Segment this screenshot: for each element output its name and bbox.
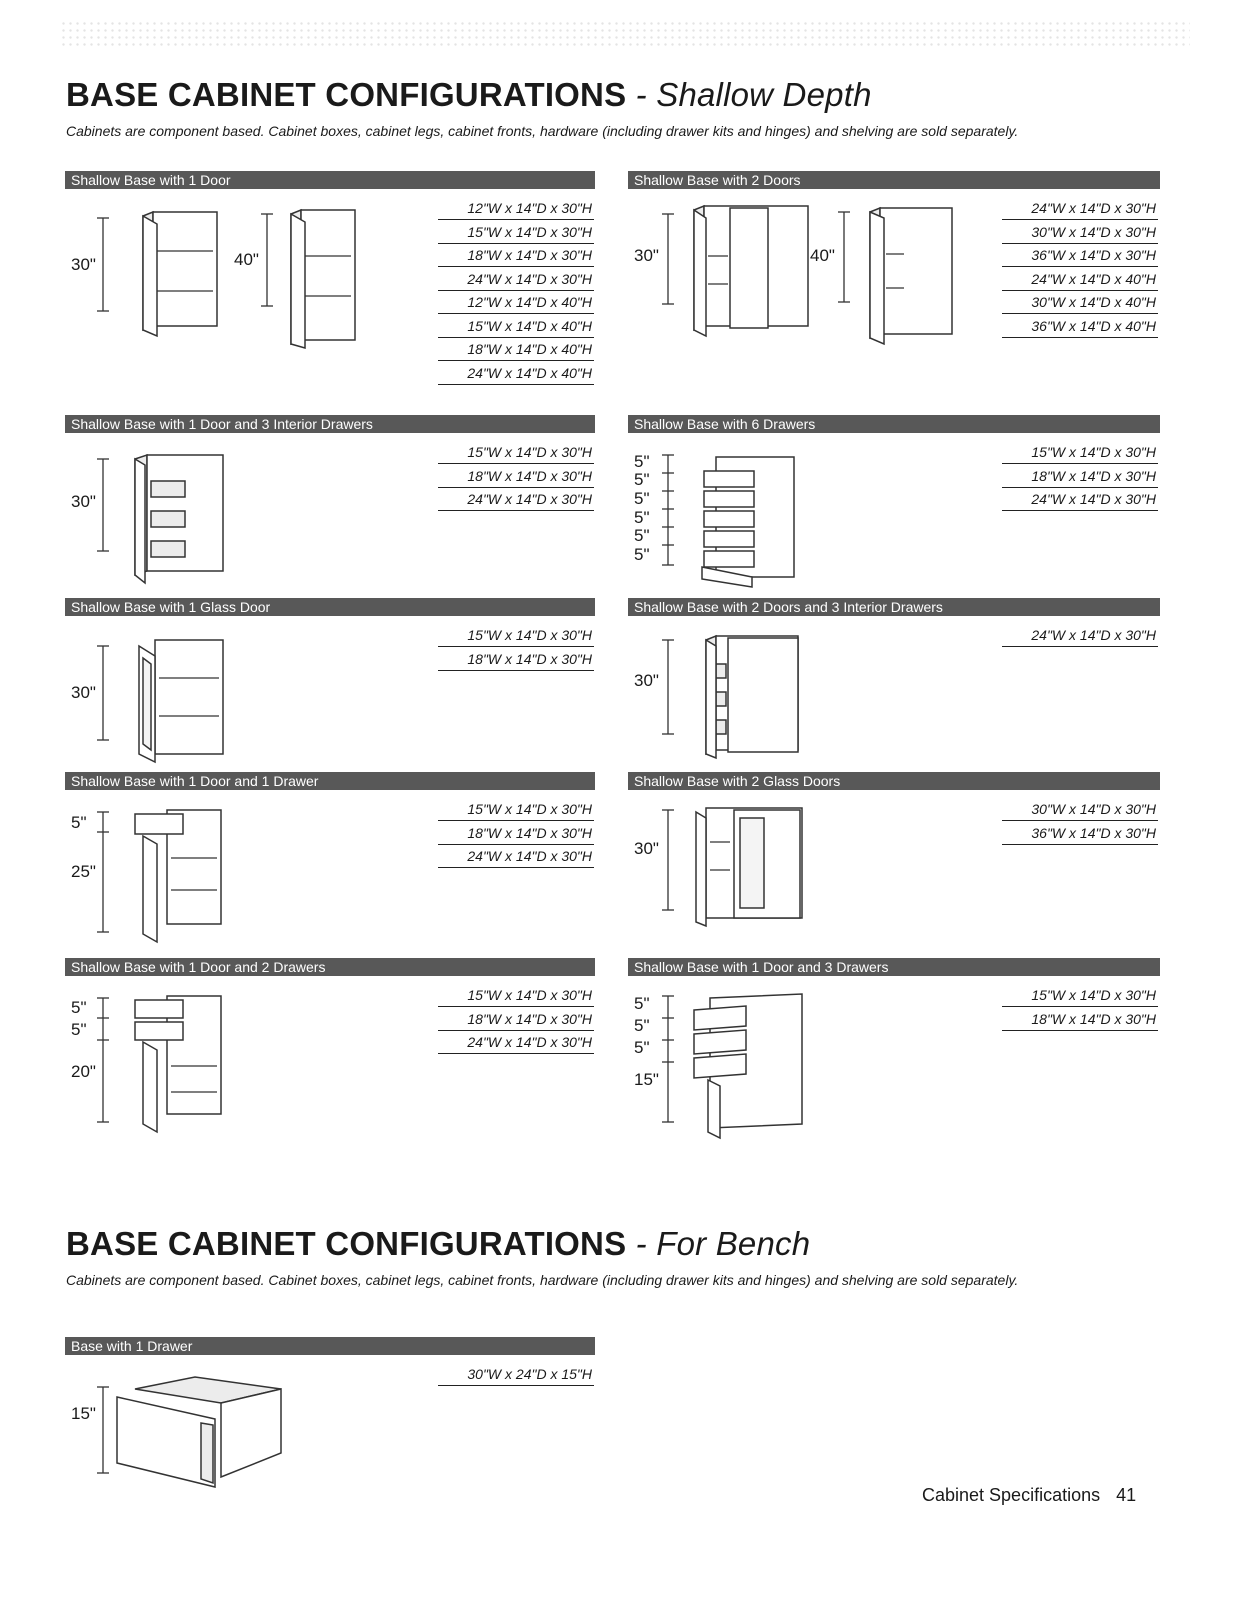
section-title: Shallow Base with 1 Door and 2 Drawers bbox=[65, 958, 595, 976]
size-option: 18"W x 14"D x 30"H bbox=[1002, 1009, 1158, 1031]
size-list bbox=[438, 799, 594, 870]
section-title: Shallow Base with 1 Door bbox=[65, 171, 595, 189]
dimension-label: 5" bbox=[634, 452, 650, 471]
size-option: 24"W x 14"D x 30"H bbox=[438, 846, 594, 868]
dimension-label: 5" bbox=[71, 1020, 87, 1039]
size-option: 24"W x 14"D x 30"H bbox=[438, 1032, 594, 1054]
cabinet-illustration bbox=[95, 994, 275, 1134]
size-option: 24"W x 14"D x 30"H bbox=[1002, 489, 1158, 511]
header-dot-pattern bbox=[60, 20, 1190, 46]
size-option: 18"W x 14"D x 40"H bbox=[438, 339, 594, 361]
section-shallow-base-2-glass-doors bbox=[628, 772, 1160, 947]
size-option: 24"W x 14"D x 40"H bbox=[438, 363, 594, 385]
dimension-label: 5" bbox=[634, 526, 650, 545]
section-title: Shallow Base with 1 Glass Door bbox=[65, 598, 595, 616]
section-shallow-base-1-door-3-drawers bbox=[628, 958, 1160, 1143]
section-title: Shallow Base with 1 Door and 3 Interior Drawers bbox=[65, 415, 595, 433]
size-option: 24"W x 14"D x 40"H bbox=[1002, 269, 1158, 291]
size-list bbox=[1002, 442, 1158, 513]
section-title: Shallow Base with 2 Doors bbox=[628, 171, 1160, 189]
dimension-label: 5" bbox=[71, 998, 87, 1017]
size-option: 15"W x 14"D x 40"H bbox=[438, 316, 594, 338]
section-title: Shallow Base with 2 Doors and 3 Interior Drawers bbox=[628, 598, 1160, 616]
size-option: 15"W x 14"D x 30"H bbox=[1002, 442, 1158, 464]
section-shallow-base-1-door-2-drawers bbox=[65, 958, 595, 1143]
size-option: 15"W x 14"D x 30"H bbox=[438, 442, 594, 464]
size-option: 15"W x 14"D x 30"H bbox=[438, 985, 594, 1007]
dimension-label: 5" bbox=[634, 508, 650, 527]
size-option: 18"W x 14"D x 30"H bbox=[438, 649, 594, 671]
size-list bbox=[438, 985, 594, 1056]
section-base-with-1-drawer bbox=[65, 1337, 595, 1487]
dimension-label: 30" bbox=[634, 246, 659, 265]
section-title: Shallow Base with 1 Door and 1 Drawer bbox=[65, 772, 595, 790]
section-title: Shallow Base with 1 Door and 3 Drawers bbox=[628, 958, 1160, 976]
size-option: 30"W x 14"D x 30"H bbox=[1002, 222, 1158, 244]
dimension-label: 20" bbox=[71, 1062, 96, 1081]
cabinet-illustration bbox=[95, 206, 415, 356]
cabinet-illustration bbox=[658, 451, 838, 591]
dimension-label: 5" bbox=[634, 489, 650, 508]
section-shallow-base-1-door bbox=[65, 171, 595, 386]
cabinet-illustration bbox=[658, 204, 988, 344]
dimension-label: 30" bbox=[71, 683, 96, 702]
section-shallow-base-6-drawers bbox=[628, 415, 1160, 590]
size-list bbox=[1002, 985, 1158, 1032]
dimension-label: 15" bbox=[634, 1070, 659, 1089]
dimension-label: 30" bbox=[71, 492, 96, 511]
dimension-label: 15" bbox=[71, 1404, 96, 1423]
dimension-label: 5" bbox=[71, 813, 87, 832]
size-option: 30"W x 14"D x 40"H bbox=[1002, 292, 1158, 314]
cabinet-illustration bbox=[95, 1367, 355, 1497]
size-option: 15"W x 14"D x 30"H bbox=[438, 625, 594, 647]
section-shallow-base-1-door-1-drawer bbox=[65, 772, 595, 947]
cabinet-illustration bbox=[658, 806, 858, 946]
size-list bbox=[438, 1364, 594, 1388]
size-option: 36"W x 14"D x 30"H bbox=[1002, 823, 1158, 845]
size-option: 12"W x 14"D x 30"H bbox=[438, 198, 594, 220]
cabinet-illustration bbox=[95, 808, 275, 948]
section-shallow-base-2-doors bbox=[628, 171, 1160, 386]
size-option: 30"W x 14"D x 30"H bbox=[1002, 799, 1158, 821]
section-shallow-base-2-doors-3-interior-drawers bbox=[628, 598, 1160, 763]
intro-note-for-bench: Cabinets are component based. Cabinet boxes, cabinet legs, cabinet fronts, hardware (including drawer kits and hinges) and shelving are sold separately. bbox=[66, 1272, 1019, 1288]
size-option: 15"W x 14"D x 30"H bbox=[438, 222, 594, 244]
size-list bbox=[1002, 625, 1158, 649]
dimension-label: 40" bbox=[234, 250, 259, 269]
page-title-shallow-depth: BASE CABINET CONFIGURATIONS - Shallow Depth bbox=[66, 76, 872, 113]
dimension-label: 40" bbox=[810, 246, 835, 265]
section-shallow-base-1-door-3-interior-drawers bbox=[65, 415, 595, 590]
dimension-label: 5" bbox=[634, 1016, 650, 1035]
size-option: 24"W x 14"D x 30"H bbox=[1002, 625, 1158, 647]
footer-label: Cabinet Specifications bbox=[922, 1485, 1101, 1505]
size-option: 18"W x 14"D x 30"H bbox=[438, 1009, 594, 1031]
size-option: 18"W x 14"D x 30"H bbox=[438, 245, 594, 267]
size-option: 18"W x 14"D x 30"H bbox=[1002, 466, 1158, 488]
size-option: 15"W x 14"D x 30"H bbox=[438, 799, 594, 821]
cabinet-illustration bbox=[658, 634, 858, 764]
page-number: 41 bbox=[1116, 1485, 1137, 1505]
size-list bbox=[1002, 198, 1158, 339]
size-list bbox=[438, 198, 594, 386]
size-option: 24"W x 14"D x 30"H bbox=[438, 489, 594, 511]
size-option: 36"W x 14"D x 30"H bbox=[1002, 245, 1158, 267]
cabinet-illustration bbox=[95, 451, 275, 591]
size-option: 15"W x 14"D x 30"H bbox=[1002, 985, 1158, 1007]
size-option: 24"W x 14"D x 30"H bbox=[438, 269, 594, 291]
section-shallow-base-1-glass-door bbox=[65, 598, 595, 763]
section-title: Base with 1 Drawer bbox=[65, 1337, 595, 1355]
dimension-label: 30" bbox=[634, 839, 659, 858]
cabinet-illustration bbox=[95, 636, 275, 766]
dimension-label: 5" bbox=[634, 1038, 650, 1057]
dimension-label: 5" bbox=[634, 470, 650, 489]
cabinet-illustration bbox=[658, 992, 858, 1142]
intro-note-shallow-depth: Cabinets are component based. Cabinet boxes, cabinet legs, cabinet fronts, hardware (including drawer kits and hinges) and shelving are sold separately. bbox=[66, 123, 1019, 139]
size-list bbox=[438, 625, 594, 672]
page-title-for-bench: BASE CABINET CONFIGURATIONS - For Bench bbox=[66, 1225, 811, 1262]
dimension-label: 5" bbox=[634, 994, 650, 1013]
section-title: Shallow Base with 6 Drawers bbox=[628, 415, 1160, 433]
size-option: 24"W x 14"D x 30"H bbox=[1002, 198, 1158, 220]
size-option: 12"W x 14"D x 40"H bbox=[438, 292, 594, 314]
size-list bbox=[438, 442, 594, 513]
size-option: 30"W x 24"D x 15"H bbox=[438, 1364, 594, 1386]
dimension-label: 30" bbox=[634, 671, 659, 690]
size-list bbox=[1002, 799, 1158, 846]
dimension-label: 5" bbox=[634, 545, 650, 564]
size-option: 18"W x 14"D x 30"H bbox=[438, 823, 594, 845]
section-title: Shallow Base with 2 Glass Doors bbox=[628, 772, 1160, 790]
size-option: 36"W x 14"D x 40"H bbox=[1002, 316, 1158, 338]
page-footer bbox=[922, 1485, 1136, 1506]
dimension-label: 30" bbox=[71, 255, 96, 274]
size-option: 18"W x 14"D x 30"H bbox=[438, 466, 594, 488]
dimension-label: 25" bbox=[71, 862, 96, 881]
